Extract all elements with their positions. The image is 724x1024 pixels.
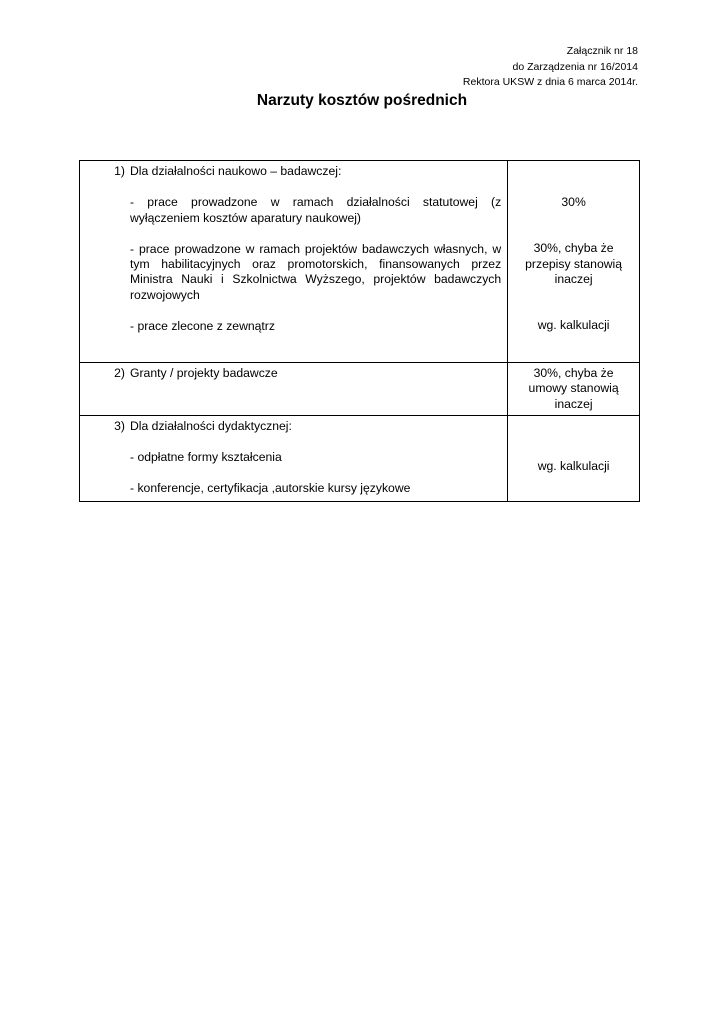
row-number: 2) <box>114 366 125 380</box>
rate-value: 30%, chyba że umowy stanowią inaczej <box>528 366 619 411</box>
attachment-reference <box>463 44 638 91</box>
row-heading: Dla działalności dydaktycznej: <box>130 418 292 433</box>
row-description <box>80 415 508 501</box>
table-row <box>80 415 640 501</box>
list-item: - prace prowadzone w ramach projektów badawczych własnych, w tym habilitacyjnych oraz promotorskich, finansowanych przez Ministra Nauki i Szkolnictwa Wyższego, projektów badawczych rozwojowych <box>130 241 502 302</box>
row-description <box>80 363 508 416</box>
row-rate <box>508 363 640 416</box>
list-item: - konferencje, certyfikacja ,autorskie kursy językowe <box>130 481 411 496</box>
table-row <box>80 363 640 416</box>
overhead-rates-table <box>79 160 640 502</box>
row-number: 1) <box>114 164 125 178</box>
row-description <box>80 161 508 363</box>
rate-value: wg. kalkulacji <box>537 458 610 473</box>
row-rate <box>508 161 640 363</box>
list-item: - prace zlecone z zewnątrz <box>130 319 275 334</box>
table-row <box>80 161 640 363</box>
row-rate <box>508 415 640 501</box>
rate-value: 30%, chyba że przepisy stanowią inaczej <box>525 241 623 286</box>
attachment-number: Załącznik nr 18 <box>566 45 638 57</box>
ordinance-number: do Zarządzenia nr 16/2014 <box>512 60 638 73</box>
rate-value: 30% <box>561 195 586 209</box>
list-item: - prace prowadzone w ramach działalności statutowej (z wyłączeniem kosztów aparatury naukowej) <box>130 195 502 225</box>
rate-value: wg. kalkulacji <box>537 318 610 333</box>
row-heading: Granty / projekty badawcze <box>130 366 278 380</box>
row-number: 3) <box>114 418 125 433</box>
issuer-date: Rektora UKSW z dnia 6 marca 2014r. <box>462 76 638 88</box>
row-heading: Dla działalności naukowo – badawczej: <box>130 164 342 178</box>
document-title: Narzuty kosztów pośrednich <box>256 92 468 109</box>
list-item: - odpłatne formy kształcenia <box>130 450 282 465</box>
